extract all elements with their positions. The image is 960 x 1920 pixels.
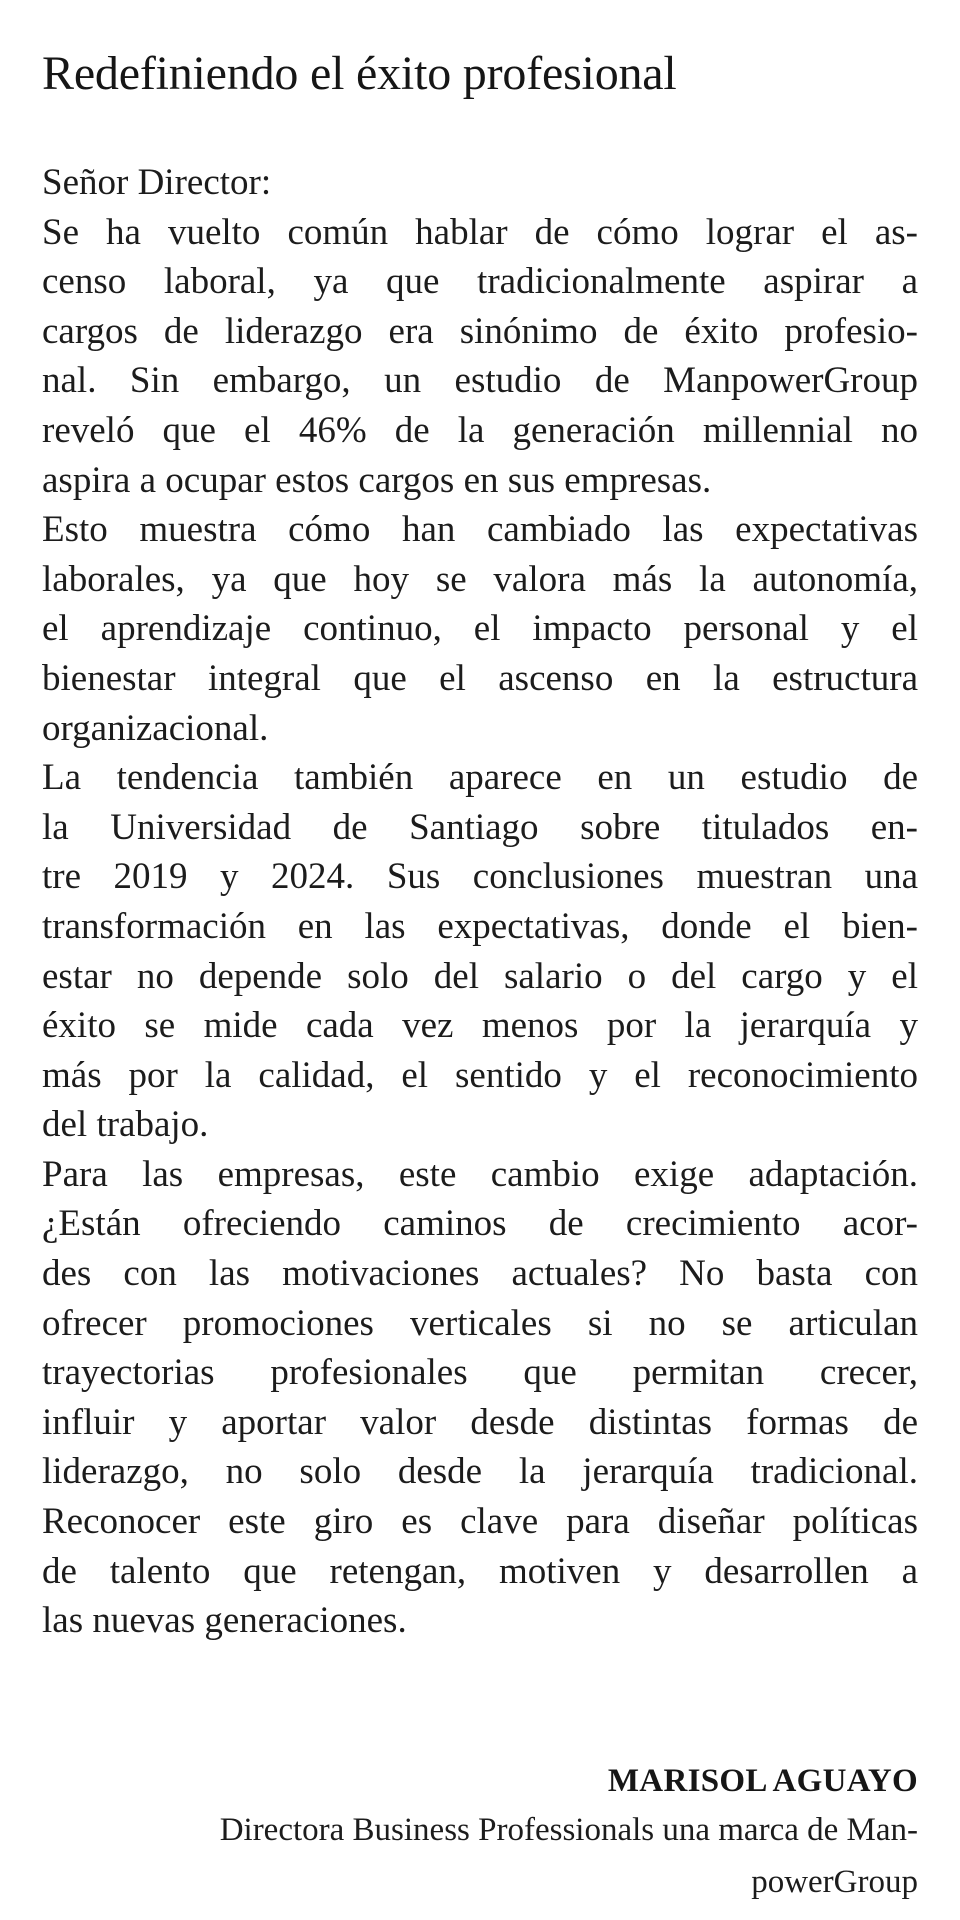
body-line: nal. Sin embargo, un estudio de ManpowerGroup bbox=[42, 360, 918, 402]
signature-name: MARISOL AGUAYO bbox=[607, 1763, 918, 1799]
body-line: Reconocer este giro es clave para diseñar políticas bbox=[42, 1501, 918, 1543]
body-line: bienestar integral que el ascenso en la estructura bbox=[42, 657, 918, 699]
body-line: laborales, ya que hoy se valora más la autonomía, bbox=[42, 558, 918, 600]
body-line: cargos de liderazgo era sinónimo de éxito profesio- bbox=[42, 310, 918, 352]
body-line: des con las motivaciones actuales? No basta con bbox=[42, 1253, 918, 1295]
body-line: éxito se mide cada vez menos por la jerarquía y bbox=[42, 1005, 918, 1047]
body-line: ofrecer promociones verticales si no se articulan bbox=[42, 1302, 918, 1344]
body-line: del trabajo. bbox=[42, 1104, 209, 1146]
signature-role: Directora Business Professionals una marca de Man- bbox=[219, 1812, 918, 1848]
signature-block bbox=[42, 1758, 918, 1908]
letter-body bbox=[42, 158, 918, 1646]
salutation-line: Señor Director: bbox=[42, 162, 272, 203]
letter-page bbox=[42, 0, 918, 1900]
body-line: más por la calidad, el sentido y el reconocimiento bbox=[42, 1054, 918, 1096]
letter-title: Redefiniendo el éxito profesional bbox=[42, 47, 677, 100]
body-line: de talento que retengan, motiven y desarrollen a bbox=[42, 1550, 918, 1592]
body-line: transformación en las expectativas, donde el bien- bbox=[42, 905, 918, 947]
body-line: censo laboral, ya que tradicionalmente aspirar a bbox=[42, 261, 918, 303]
body-line: liderazgo, no solo desde la jerarquía tradicional. bbox=[42, 1451, 918, 1493]
body-line: ¿Están ofreciendo caminos de crecimiento acor- bbox=[42, 1203, 918, 1245]
signature-role: powerGroup bbox=[751, 1864, 918, 1900]
body-line: influir y aportar valor desde distintas formas de bbox=[42, 1401, 918, 1443]
body-line: Esto muestra cómo han cambiado las expectativas bbox=[42, 509, 918, 551]
body-line: organizacional. bbox=[42, 707, 269, 749]
body-line: tre 2019 y 2024. Sus conclusiones muestran una bbox=[42, 856, 918, 898]
body-line: aspira a ocupar estos cargos en sus empresas. bbox=[42, 459, 712, 501]
body-line: el aprendizaje continuo, el impacto personal y el bbox=[42, 608, 918, 650]
body-line: trayectorias profesionales que permitan crecer, bbox=[42, 1352, 918, 1394]
body-line: las nuevas generaciones. bbox=[42, 1600, 407, 1642]
body-line: La tendencia también aparece en un estudio de bbox=[42, 757, 918, 799]
body-line: reveló que el 46% de la generación millennial no bbox=[42, 409, 918, 451]
body-line: la Universidad de Santiago sobre titulados en- bbox=[42, 806, 918, 848]
body-line: Se ha vuelto común hablar de cómo lograr el as- bbox=[42, 211, 918, 253]
body-line: estar no depende solo del salario o del cargo y el bbox=[42, 955, 918, 997]
body-line: Para las empresas, este cambio exige adaptación. bbox=[42, 1153, 918, 1195]
